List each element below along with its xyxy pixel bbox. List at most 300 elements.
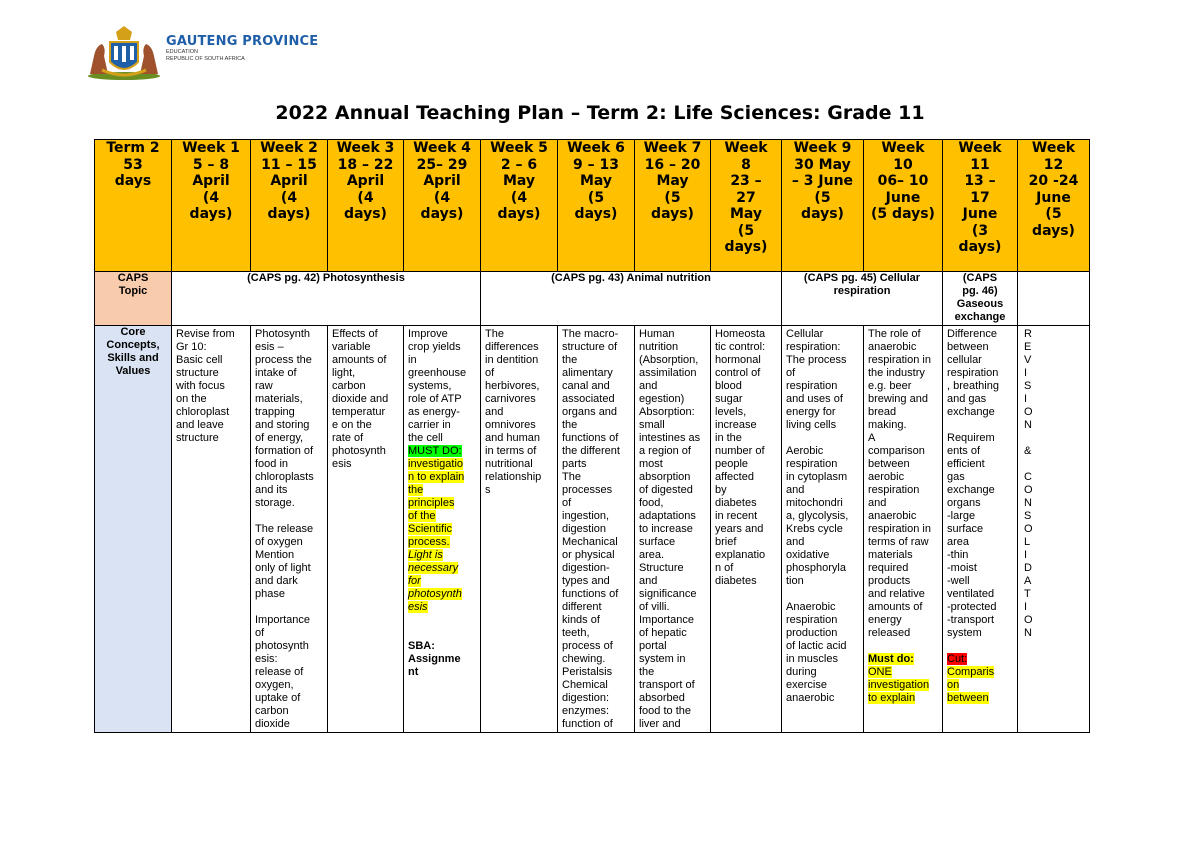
text-line: Mention — [255, 549, 295, 561]
text-line: diabetes — [715, 497, 757, 509]
text-line: n to explain — [408, 471, 465, 483]
text-line: esis — [408, 601, 428, 613]
text-line: (Absorption, — [639, 354, 699, 366]
logo-subtitle: REPUBLIC OF SOUTH AFRICA — [166, 56, 245, 62]
text-line: 13 – — [964, 173, 996, 189]
text-line: 16 – 20 — [644, 156, 701, 173]
text-line: differences — [485, 341, 539, 353]
text-line: 06– 10 — [877, 173, 929, 189]
text-line: (CAPS — [962, 272, 998, 284]
text-line: (4 — [510, 189, 528, 206]
text-line: April — [423, 173, 461, 189]
text-line: of digested — [639, 484, 693, 496]
text-line: photosynth — [332, 445, 386, 457]
text-line: C — [1024, 471, 1032, 483]
text-line: 30 May — [794, 156, 851, 173]
text-line: the different — [562, 445, 620, 457]
text-line: SBA: — [408, 640, 435, 652]
text-line: functions of — [562, 588, 619, 600]
text-line: 12 — [1043, 156, 1064, 173]
text-line: in recent — [715, 510, 758, 522]
text-line: Gaseous — [956, 298, 1004, 310]
text-line: between — [868, 458, 910, 470]
text-line: respiration in — [868, 354, 931, 366]
text-line: required — [868, 562, 909, 574]
text-line: R — [1024, 328, 1032, 340]
text-line: Values — [115, 365, 151, 377]
text-line: Aerobic — [786, 445, 824, 457]
text-line: N — [1024, 419, 1032, 431]
text-line: the — [562, 419, 578, 431]
text-line: released — [868, 627, 911, 639]
text-line: Peristalsis — [562, 666, 613, 678]
text-line: absorption — [639, 471, 691, 483]
text-line: Human — [639, 328, 675, 340]
text-line: Week 5 — [490, 140, 548, 156]
content-week-9 — [782, 326, 864, 733]
text-line: chewing. — [562, 653, 606, 665]
text-line: (4 — [202, 189, 220, 206]
text-line: living cells — [786, 419, 837, 431]
text-line: -thin — [947, 549, 969, 561]
text-line: omnivores — [485, 419, 536, 431]
text-line: respiration — [786, 458, 838, 470]
text-line: only of light — [255, 562, 311, 574]
text-line: area — [947, 536, 970, 548]
teaching-plan-table — [94, 139, 1090, 733]
text-line: T — [1024, 588, 1031, 600]
text-line: digestion — [562, 523, 607, 535]
text-line: crop yields — [408, 341, 461, 353]
text-line: increase — [715, 419, 757, 431]
text-line: Cellular — [786, 328, 824, 340]
text-line: O — [1024, 484, 1033, 496]
text-line: carnivores — [485, 393, 536, 405]
week-header — [328, 140, 404, 272]
text-line: O — [1024, 523, 1033, 535]
text-line: 18 – 22 — [337, 156, 394, 173]
text-line: light, — [332, 367, 356, 379]
week-header-row — [95, 140, 1090, 272]
text-line: egestion) — [639, 393, 685, 405]
gauteng-logo — [84, 26, 319, 82]
content-week-3 — [328, 326, 404, 733]
text-line: and dark — [255, 575, 298, 587]
text-line: Week — [1031, 140, 1076, 156]
text-line: products — [868, 575, 911, 587]
week-header — [943, 140, 1018, 272]
content-week-5 — [481, 326, 558, 733]
text-line: tion — [786, 575, 804, 587]
text-line: dioxide and — [332, 393, 389, 405]
week-header — [864, 140, 943, 272]
week-header — [404, 140, 481, 272]
text-line: between — [947, 692, 989, 704]
content-week-11 — [943, 326, 1018, 733]
text-line: functions of — [562, 432, 619, 444]
text-line: I — [1024, 601, 1028, 613]
text-line: (4 — [357, 189, 374, 206]
text-line: Topic — [118, 285, 148, 297]
text-line: May — [656, 173, 689, 189]
text-line: S — [1024, 380, 1032, 392]
text-line: the — [639, 666, 655, 678]
text-line: of villi. — [639, 601, 670, 613]
text-line: A — [1024, 575, 1032, 587]
text-line: organs and — [562, 406, 618, 418]
text-line: Scientific — [408, 523, 453, 535]
text-line: in terms of — [485, 445, 537, 457]
text-line: formation of — [255, 445, 314, 457]
text-line: e on the — [332, 419, 372, 431]
text-line: and storing — [255, 419, 310, 431]
text-line: organs — [947, 497, 981, 509]
text-line: people — [715, 458, 749, 470]
text-line: and uses of — [786, 393, 843, 405]
text-line: food in — [255, 458, 289, 470]
text-line: affected — [715, 471, 754, 483]
text-line: Photosynth — [255, 328, 311, 340]
text-line: respiration — [786, 614, 838, 626]
text-line: V — [1024, 354, 1032, 366]
text-line: between — [947, 341, 989, 353]
text-line: e.g. beer — [868, 380, 912, 392]
text-line: alimentary — [562, 367, 613, 379]
text-line: chloroplasts — [255, 471, 314, 483]
text-line: of — [485, 367, 495, 379]
text-line: structure — [176, 367, 219, 379]
text-line: Week 6 — [567, 140, 625, 156]
text-line: energy — [868, 614, 902, 626]
text-line: N — [1024, 627, 1032, 639]
text-line: tic control: — [715, 341, 766, 353]
week-header — [711, 140, 782, 272]
text-line: 23 – — [730, 173, 762, 189]
text-line: The — [562, 471, 581, 483]
content-week-1 — [172, 326, 251, 733]
text-line: 11 – 15 — [261, 156, 317, 173]
text-line: Week 9 — [793, 140, 852, 156]
text-line: 8 — [741, 156, 751, 173]
text-line: Structure — [639, 562, 684, 574]
text-line: S — [1024, 510, 1032, 522]
text-line: I — [1024, 549, 1028, 561]
text-line: liver and — [639, 718, 681, 730]
text-line: Concepts, — [106, 339, 160, 351]
text-line: O — [1024, 614, 1033, 626]
text-line: (4 — [280, 189, 298, 206]
text-line: absorbed — [639, 692, 685, 704]
text-line: function of — [562, 718, 613, 730]
text-line: efficient — [947, 458, 985, 470]
page-title: 2022 Annual Teaching Plan – Term 2: Life Sciences: Grade 11 — [275, 102, 925, 124]
text-line: to explain — [868, 692, 916, 704]
topic-animal-nutrition: (CAPS pg. 43) Animal nutrition — [481, 272, 782, 326]
text-line: associated — [562, 393, 615, 405]
content-week-10 — [864, 326, 943, 733]
text-line: days) — [344, 206, 387, 222]
text-line: materials, — [255, 393, 303, 405]
text-line: surface — [947, 523, 984, 535]
text-line: storage. — [255, 497, 295, 509]
text-line: Week 1 — [182, 140, 240, 156]
text-line: O — [1024, 406, 1033, 418]
text-line: May — [579, 173, 613, 189]
text-line: ventilated — [947, 588, 995, 600]
text-line: Week — [881, 140, 925, 156]
text-line: to increase — [639, 523, 693, 535]
text-line: days) — [574, 206, 618, 222]
text-line: comparison — [868, 445, 925, 457]
text-line: days) — [420, 206, 464, 222]
text-line: 53 — [123, 156, 143, 173]
text-line: with focus — [176, 380, 225, 392]
text-line: in the — [715, 432, 742, 444]
text-line: transport of — [639, 679, 695, 691]
text-line: control of — [715, 367, 761, 379]
text-line: Gr 10: — [176, 341, 207, 353]
text-line: and leave — [176, 419, 224, 431]
text-line: production — [786, 627, 838, 639]
text-line: different — [562, 601, 602, 613]
text-line: Term 2 — [106, 140, 160, 156]
text-line: diabetes — [715, 575, 757, 587]
text-line: types and — [562, 575, 610, 587]
text-line: respiration — [786, 380, 838, 392]
text-line: or physical — [562, 549, 615, 561]
text-line: anaerobic — [786, 692, 835, 704]
text-line: Revise from — [176, 328, 235, 340]
text-line: release of — [255, 666, 304, 678]
text-line: respiration — [947, 367, 999, 379]
text-line: Assignme — [408, 653, 461, 665]
text-line: (5 — [587, 189, 605, 206]
text-line: Improve — [408, 328, 448, 340]
text-line: The release — [255, 523, 314, 535]
text-line: terms of raw — [868, 536, 929, 548]
text-line: Week 2 — [260, 140, 318, 156]
text-line: L — [1024, 536, 1031, 548]
text-line: D — [1024, 562, 1032, 574]
caps-topic-label — [95, 272, 172, 326]
text-line: blood — [715, 380, 742, 392]
text-line: May — [502, 173, 536, 189]
text-line: of — [562, 497, 572, 509]
text-line: E — [1024, 341, 1032, 353]
text-line: structure of — [562, 341, 618, 353]
content-week-8 — [711, 326, 782, 733]
text-line: days) — [801, 206, 844, 222]
text-line: -protected — [947, 601, 997, 613]
text-line: systems, — [408, 380, 452, 392]
text-line: Importance — [639, 614, 695, 626]
text-line: of the — [408, 510, 436, 522]
text-line: The macro- — [562, 328, 619, 340]
text-line: canal and — [562, 380, 610, 392]
text-line: April — [270, 173, 308, 189]
text-line: process. — [408, 536, 450, 548]
must-do-label: MUST DO: — [408, 445, 462, 457]
text-line: -moist — [947, 562, 977, 574]
text-line: carrier in — [408, 419, 451, 431]
text-line: 11 — [970, 156, 990, 173]
text-line: ents of — [947, 445, 981, 457]
text-line: Importance — [255, 614, 311, 626]
text-line: I — [1024, 393, 1028, 405]
text-line: oxygen, — [255, 679, 294, 691]
text-line: days) — [267, 206, 311, 222]
week-header — [251, 140, 328, 272]
text-line: process the — [255, 354, 312, 366]
text-line: and — [786, 536, 805, 548]
text-line: sugar — [715, 393, 743, 405]
text-line: Effects of — [332, 328, 378, 340]
text-line: Absorption: — [639, 406, 695, 418]
cut-label: Cut: — [947, 653, 968, 665]
coat-of-arms-icon — [84, 26, 164, 82]
text-line: food to the — [639, 705, 691, 717]
text-line: respiration — [833, 285, 891, 297]
text-line: temperatur — [332, 406, 386, 418]
text-line: kinds of — [562, 614, 600, 626]
text-line: Mechanical — [562, 536, 618, 548]
text-line: I — [1024, 367, 1028, 379]
text-line: Light is — [408, 549, 443, 561]
text-line: the cell — [408, 432, 443, 444]
text-line: June — [1036, 189, 1071, 206]
text-line: intake of — [255, 367, 297, 379]
text-line: CAPS — [117, 272, 149, 284]
text-line: digestion: — [562, 692, 610, 704]
text-line: Core — [120, 326, 146, 338]
text-line: Week — [724, 140, 768, 156]
text-line: brief — [715, 536, 737, 548]
text-line: Week 7 — [643, 140, 702, 156]
text-line: trapping — [255, 406, 295, 418]
content-week-6 — [558, 326, 635, 733]
text-line: digestion- — [562, 562, 610, 574]
text-line: and — [786, 484, 805, 496]
text-line: The process — [786, 354, 847, 366]
topic-gaseous-exchange — [943, 272, 1018, 326]
text-line: (4 — [433, 189, 451, 206]
text-line: for — [408, 575, 421, 587]
text-line: structure — [176, 432, 219, 444]
text-line: Week 3 — [336, 140, 395, 156]
text-line: teeth, — [562, 627, 590, 639]
text-line: respiration: — [786, 341, 841, 353]
text-line: system in — [639, 653, 686, 665]
text-line: nt — [408, 666, 419, 678]
text-line: The — [485, 328, 504, 340]
text-line: amounts of — [332, 354, 387, 366]
caps-topic-row — [95, 272, 1090, 326]
text-line: necessary — [408, 562, 459, 574]
text-line: the industry — [868, 367, 925, 379]
text-line: on — [947, 679, 960, 691]
text-line: June — [962, 206, 998, 222]
text-line: days) — [958, 239, 1002, 255]
text-line: explanatio — [715, 549, 766, 561]
text-line: photosynth — [255, 640, 309, 652]
text-line: 17 — [970, 189, 990, 206]
text-line: -transport — [947, 614, 995, 626]
text-line: aerobic — [868, 471, 905, 483]
text-line: during — [786, 666, 817, 678]
text-line: (5 — [737, 222, 755, 239]
text-line: (3 — [971, 222, 989, 239]
text-line: anaerobic — [868, 341, 917, 353]
text-line: Anaerobic — [786, 601, 836, 613]
text-line: years and — [715, 523, 764, 535]
topic-empty — [1018, 272, 1090, 326]
text-line: nutrition — [639, 341, 679, 353]
text-line: Difference — [947, 328, 997, 340]
text-line: phosphoryla — [786, 562, 846, 574]
week-header — [782, 140, 864, 272]
text-line: brewing and — [868, 393, 928, 405]
text-line: surface — [639, 536, 676, 548]
text-line: food, — [639, 497, 664, 509]
text-line: Basic cell — [176, 354, 223, 366]
text-line: principles — [408, 497, 455, 509]
content-week-7 — [635, 326, 711, 733]
text-line: and — [868, 497, 887, 509]
text-line: chloroplast — [176, 406, 230, 418]
text-line: in — [408, 354, 417, 366]
week-header — [635, 140, 711, 272]
text-line: Krebs cycle — [786, 523, 843, 535]
content-week-2 — [251, 326, 328, 733]
text-line: 9 – 13 — [573, 156, 619, 173]
text-line: carbon — [332, 380, 366, 392]
text-line: area. — [639, 549, 665, 561]
text-line: Comparis — [947, 666, 995, 678]
text-line: esis: — [255, 653, 278, 665]
text-line: ingestion, — [562, 510, 610, 522]
text-line: system — [947, 627, 982, 639]
week-header — [558, 140, 635, 272]
text-line: – 3 June — [791, 173, 854, 189]
text-line: in dentition — [485, 354, 539, 366]
text-line: and relative — [868, 588, 925, 600]
text-line: as energy- — [408, 406, 460, 418]
topic-photosynthesis: (CAPS pg. 42) Photosynthesis — [172, 272, 481, 326]
text-line: mitochondri — [786, 497, 843, 509]
text-line: exchange — [954, 311, 1006, 323]
text-line: esis – — [255, 341, 284, 353]
text-line: investigation — [868, 679, 930, 691]
text-line: April — [346, 173, 385, 189]
text-line: days — [114, 173, 152, 189]
text-line: May — [729, 206, 763, 222]
text-line: anaerobic — [868, 510, 917, 522]
text-line: number of — [715, 445, 765, 457]
text-line: June — [885, 189, 921, 206]
text-line: esis — [332, 458, 352, 470]
text-line: 2 – 6 — [500, 156, 538, 173]
term-header — [95, 140, 172, 272]
text-line: (5 — [1045, 206, 1062, 222]
text-line: materials — [868, 549, 913, 561]
text-line: N — [1024, 497, 1032, 509]
text-line: adaptations — [639, 510, 696, 522]
text-line: variable — [332, 341, 371, 353]
text-line: n of — [715, 562, 734, 574]
text-line: intestines as — [639, 432, 701, 444]
text-line: assimilation — [639, 367, 697, 379]
text-line: rate of — [332, 432, 364, 444]
